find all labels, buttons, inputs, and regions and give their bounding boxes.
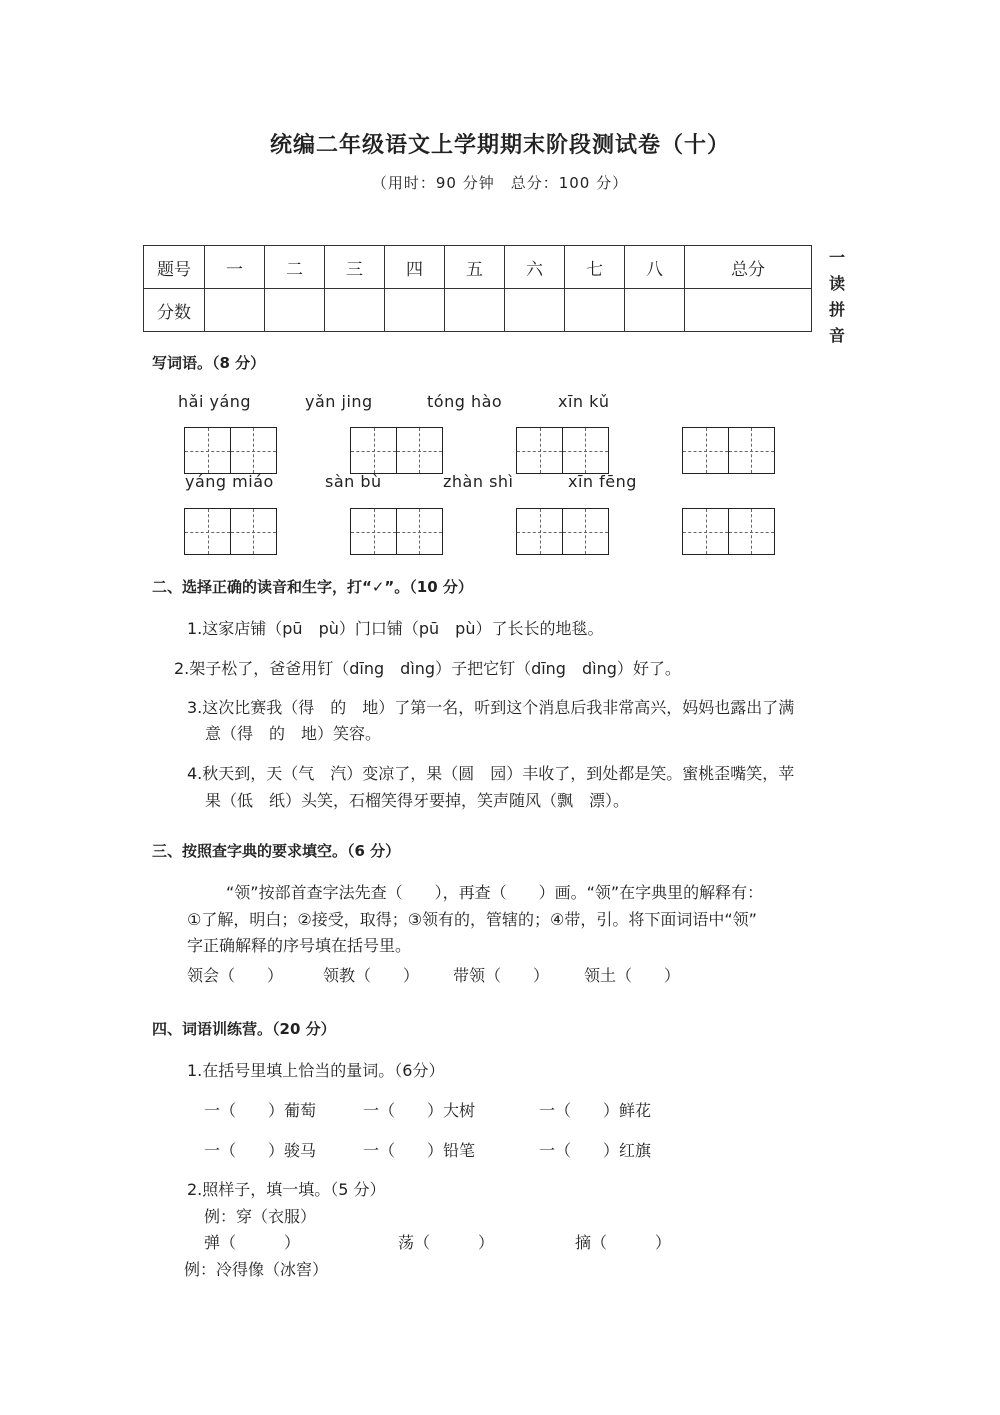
writing-grid[interactable] bbox=[516, 508, 607, 555]
table-col-7: 七 bbox=[565, 246, 625, 289]
writing-grid[interactable] bbox=[184, 508, 275, 555]
pinyin: xīn kǔ bbox=[558, 392, 610, 411]
score-cell[interactable] bbox=[445, 289, 505, 332]
paragraph-text: 字正确解释的序号填在括号里。 bbox=[187, 936, 412, 955]
table-score-label: 分数 bbox=[144, 289, 205, 332]
writing-grid[interactable] bbox=[184, 427, 275, 474]
table-col-1: 一 bbox=[205, 246, 265, 289]
fill-item: 一（ ）大树 bbox=[363, 1101, 476, 1120]
question-text: 3.这次比赛我（得 的 地）了第一名，听到这个消息后我非常高兴，妈妈也露出了满 bbox=[187, 698, 795, 717]
writing-grid[interactable] bbox=[516, 427, 607, 474]
paragraph-text: ①了解，明白；②接受，取得；③领有的，管辖的；④带，引。将下面词语中“领” bbox=[187, 910, 757, 929]
score-table bbox=[143, 245, 812, 332]
score-table-header-row bbox=[144, 246, 812, 289]
table-col-3: 三 bbox=[325, 246, 385, 289]
example-text: 例：冷得像（冰窖） bbox=[184, 1260, 329, 1279]
pinyin: tóng hào bbox=[427, 392, 503, 411]
pinyin: xīn fēng bbox=[568, 472, 637, 491]
score-cell[interactable] bbox=[685, 289, 812, 332]
question-text: 4.秋天到，天（气 汽）变凉了，果（圆 园）丰收了，到处都是笑。蜜桃歪嘴笑，苹 bbox=[187, 764, 795, 783]
fill-item: 领土（ ） bbox=[584, 966, 681, 985]
table-col-2: 二 bbox=[265, 246, 325, 289]
fill-item: 一（ ）鲜花 bbox=[539, 1101, 652, 1120]
page-title: 统编二年级语文上学期期末阶段测试卷（十） bbox=[269, 133, 730, 158]
fill-item: 一（ ）葡萄 bbox=[204, 1101, 317, 1120]
table-col-4: 四 bbox=[385, 246, 445, 289]
writing-grid[interactable] bbox=[682, 508, 773, 555]
writing-grid[interactable] bbox=[350, 427, 441, 474]
score-cell[interactable] bbox=[505, 289, 565, 332]
table-header-label: 题号 bbox=[144, 246, 205, 289]
question-text: 1.这家店铺（pū pù）门口铺（pū pù）了长长的地毯。 bbox=[187, 619, 604, 638]
writing-grid[interactable] bbox=[682, 427, 773, 474]
section3-heading: 三、按照查字典的要求填空。（6 分） bbox=[152, 842, 401, 860]
subquestion-text: 2.照样子，填一填。（5 分） bbox=[187, 1180, 386, 1199]
page-subtitle: （用时：90 分钟 总分：100 分） bbox=[371, 174, 629, 192]
section1-heading: 写词语。（8 分） bbox=[152, 354, 266, 372]
example-text: 例：穿（衣服） bbox=[204, 1207, 317, 1226]
paragraph-text: “领”按部首查字法先查（ ），再查（ ）画。“领”在字典里的解释有： bbox=[226, 883, 764, 902]
table-col-5: 五 bbox=[445, 246, 505, 289]
score-cell[interactable] bbox=[565, 289, 625, 332]
subquestion-text: 1.在括号里填上恰当的量词。（6分） bbox=[187, 1061, 445, 1080]
fill-item: 荡（ ） bbox=[398, 1233, 495, 1252]
score-cell[interactable] bbox=[265, 289, 325, 332]
score-cell[interactable] bbox=[385, 289, 445, 332]
fill-item: 一（ ）红旗 bbox=[539, 1141, 652, 1160]
score-cell[interactable] bbox=[325, 289, 385, 332]
table-col-8: 八 bbox=[625, 246, 685, 289]
fill-item: 带领（ ） bbox=[453, 966, 550, 985]
writing-grid[interactable] bbox=[350, 508, 441, 555]
fill-item: 弹（ ） bbox=[204, 1233, 301, 1252]
score-cell[interactable] bbox=[205, 289, 265, 332]
fill-item: 摘（ ） bbox=[575, 1233, 672, 1252]
section2-heading: 二、选择正确的读音和生字，打“✓”。（10 分） bbox=[152, 578, 473, 596]
pinyin: zhàn shì bbox=[443, 472, 514, 491]
question-text: 果（低 纸）头笑，石榴笑得牙要掉，笑声随风（飘 漂）。 bbox=[205, 791, 630, 810]
fill-item: 一（ ）铅笔 bbox=[363, 1141, 476, 1160]
pinyin: hǎi yáng bbox=[178, 392, 252, 411]
table-col-total: 总分 bbox=[685, 246, 812, 289]
pinyin: sàn bù bbox=[325, 472, 382, 491]
pinyin: yǎn jing bbox=[305, 392, 373, 411]
score-table-score-row bbox=[144, 289, 812, 332]
fill-item: 一（ ）骏马 bbox=[204, 1141, 317, 1160]
section1-title-vertical: 一 读 拼 音 bbox=[829, 248, 846, 345]
question-text: 2.架子松了，爸爸用钉（dīng dìng）子把它钉（dīng dìng）好了。 bbox=[174, 659, 681, 678]
table-col-6: 六 bbox=[505, 246, 565, 289]
fill-item: 领教（ ） bbox=[323, 966, 420, 985]
question-text: 意（得 的 地）笑容。 bbox=[205, 724, 382, 743]
pinyin: yáng miáo bbox=[185, 472, 274, 491]
score-cell[interactable] bbox=[625, 289, 685, 332]
section4-heading: 四、词语训练营。（20 分） bbox=[152, 1020, 336, 1038]
fill-item: 领会（ ） bbox=[187, 966, 284, 985]
